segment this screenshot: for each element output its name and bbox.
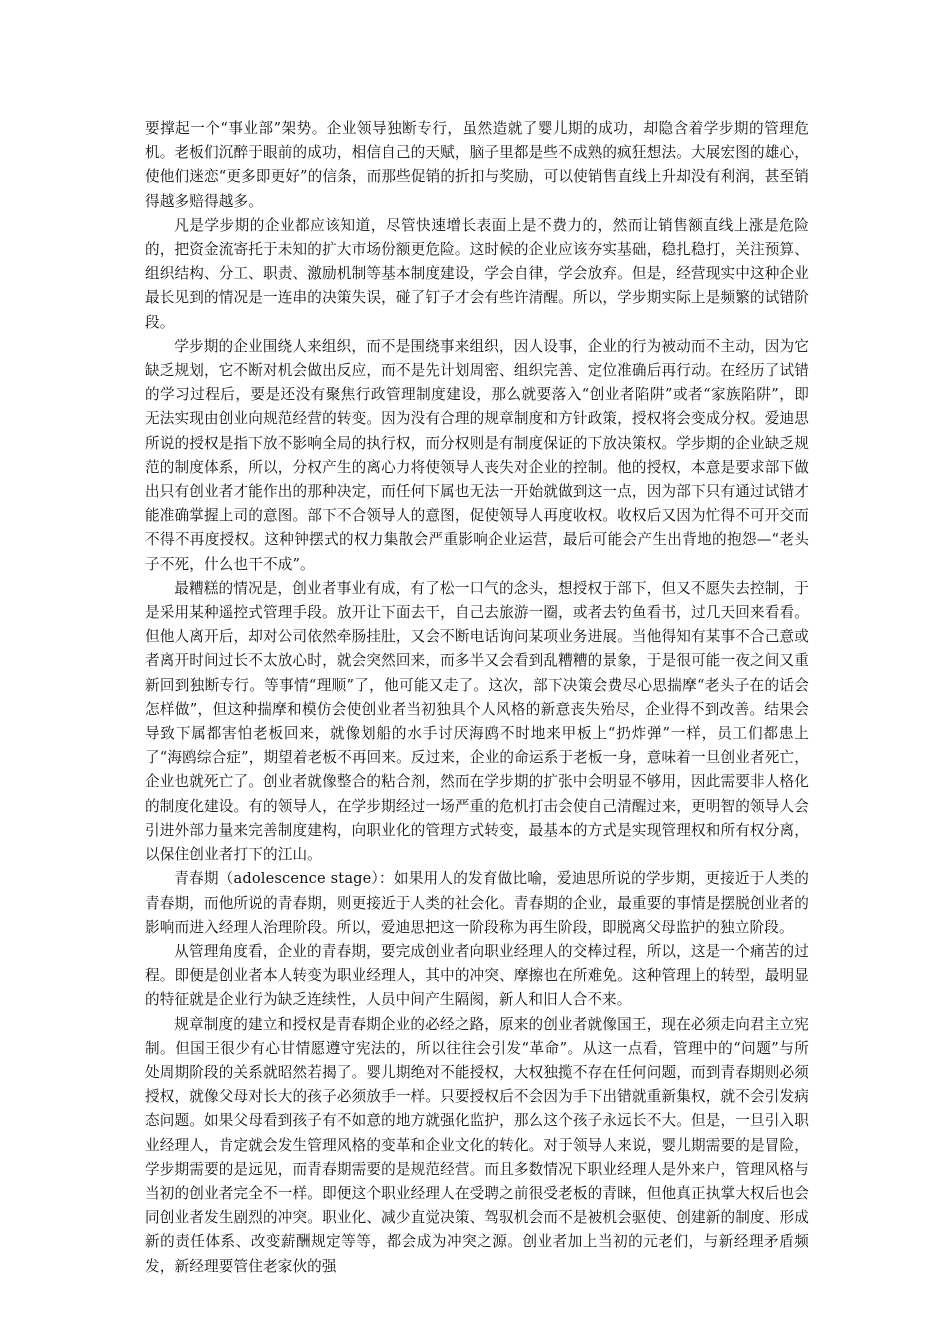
paragraph-7: 规章制度的建立和授权是青春期企业的必经之路，原来的创业者就像国王，现在必须走向君主立宪制。但国王很少有心甘情愿遵守宪法的，所以往往会引发“革命”。从这一点看，管理中的“问题”与所处周期阶段的关系就昭然若揭了。婴儿期绝对不能授权，大权独揽不存在任何问题，而到青春期则必须授权，就像父母对长大的孩子必须放手一样。只要授权后不会因为手下出错就重新集权，就不会引发病态问题。如果父母看到孩子有不如意的地方就强化监护，那么这个孩子永远长不大。但是，一旦引入职业经理人，肯定就会发生管理风格的变革和企业文化的转化。对于领导人来说，婴儿期需要的是冒险，学步期需要的是远见，而青春期需要的是规范经营。而且多数情况下职业经理人是外来户，管理风格与当初的创业者完全不一样。即便这个职业经理人在受聘之前很受老板的青睐，但他真正执掌大权后也会同创业者发生剧烈的冲突。职业化、减少直觉决策、驾驭机会而不是被机会驱使、创建新的制度、形成新的责任体系、改变薪酬规定等等，都会成为冲突之源。创业者加上当初的元老们，与新经理矛盾频发，新经理要管住老家伙的强 (145, 1015, 809, 1275)
paragraph-2: 凡是学步期的企业都应该知道，尽管快速增长表面上是不费力的，然而让销售额直线上涨是危险的，把资金流寄托于未知的扩大市场份额更危险。这时候的企业应该夯实基础，稳扎稳打，关注预算、组织结构、分工、职责、激励机制等基本制度建设，学会自律，学会放弃。但是，经营现实中这种企业最长见到的情况是一连串的决策失误，碰了钉子才会有些许清醒。所以，学步期实际上是频繁的试错阶段。 (145, 216, 809, 331)
paragraph-3: 学步期的企业围绕人来组织，而不是围绕事来组织，因人设事，企业的行为被动而不主动，因为它缺乏规划，它不断对机会做出反应，而不是先计划周密、组织完善、定位准确后再行动。在经历了试错的学习过程后，要是还没有聚焦行政管理制度建设，那么就要落入“创业者陷阱”或者“家族陷阱”，即无法实现由创业向规范经营的转变。因为没有合理的规章制度和方针政策，授权将会变成分权。爱迪思所说的授权是指下放不影响全局的执行权，而分权则是有制度保证的下放决策权。学步期的企业缺乏规范的制度体系，所以，分权产生的离心力将使领导人丧失对企业的控制。他的授权，本意是要求部下做出只有创业者才能作出的那种决定，而任何下属也无法一开始就做到这一点，因为部下只有通过试错才能准确掌握上司的意图。部下不合领导人的意图，促使领导人再度收权。收权后又因为忙得不可开交而不得不再度授权。这种钟摆式的权力集散会严重影响企业运营，最后可能会产生出背地的抱怨—“老头子不死，什么也干不成”。 (145, 337, 809, 573)
paragraph-1-continued: 要撑起一个“事业部”架势。企业领导独断专行，虽然造就了婴儿期的成功，却隐含着学步期的管理危机。老板们沉醉于眼前的成功，相信自己的天赋，脑子里都是些不成熟的疯狂想法。大展宏图的雄心，使他们迷恋“更多即更好”的信条，而那些促销的折扣与奖励，可以使销售直线上升却没有利润，甚至销得越多赔得越多。 (145, 120, 809, 210)
paragraph-5-adolescence: 青春期（adolescence stage）：如果用人的发育做比喻，爱迪思所说的学步期，更接近于人类的青春期，而他所说的青春期，则更接近于人类的社会化。青春期的企业，最重要的事情是摆脱创业者的影响而进入经理人治理阶段。所以，爱迪思把这一阶段称为再生阶段，即脱离父母监护的独立阶段。 (145, 870, 809, 936)
paragraph-6: 从管理角度看，企业的青春期，要完成创业者向职业经理人的交棒过程，所以，这是一个痛苦的过程。即便是创业者本人转变为职业经理人，其中的冲突、摩擦也在所难免。这种管理上的转型，最明显的特征就是企业行为缺乏连续性，人员中间产生隔阂，新人和旧人合不来。 (145, 942, 809, 1009)
document-page (145, 117, 809, 1279)
paragraph-4: 最糟糕的情况是，创业者事业有成，有了松一口气的念头，想授权于部下，但又不愿失去控制，于是采用某种遥控式管理手段。放开让下面去干，自己去旅游一圈，或者去钓鱼看书，过几天回来看看。但他人离开后，却对公司依然牵肠挂肚，又会不断电话询问某项业务进展。当他得知有某事不合己意或者离开时间过长不太放心时，就会突然回来，而多半又会看到乱糟糟的景象，于是很可能一夜之间又重新回到独断专行。等事情“理顺”了，他可能又走了。这次，部下决策会费尽心思揣摩“老头子在的话会怎样做”，但这种揣摩和模仿会使创业者当初独具个人风格的新意丧失殆尽，企业得不到改善。结果会导致下属都害怕老板回来，就像划船的水手讨厌海鸥不时地来甲板上“扔炸弹”一样，员工们都患上了“海鸥综合症”，期望着老板不再回来。反过来，企业的命运系于老板一身，意味着一旦创业者死亡，企业也就死亡了。创业者就像整合的粘合剂，然而在学步期的扩张中会明显不够用，因此需要非人格化的制度化建设。有的领导人，在学步期经过一场严重的危机打击会使自己清醒过来，更明智的领导人会引进外部力量来完善制度建构，向职业化的管理方式转变，最基本的方式是实现管理权和所有权分离，以保住创业者打下的江山。 (145, 579, 809, 864)
